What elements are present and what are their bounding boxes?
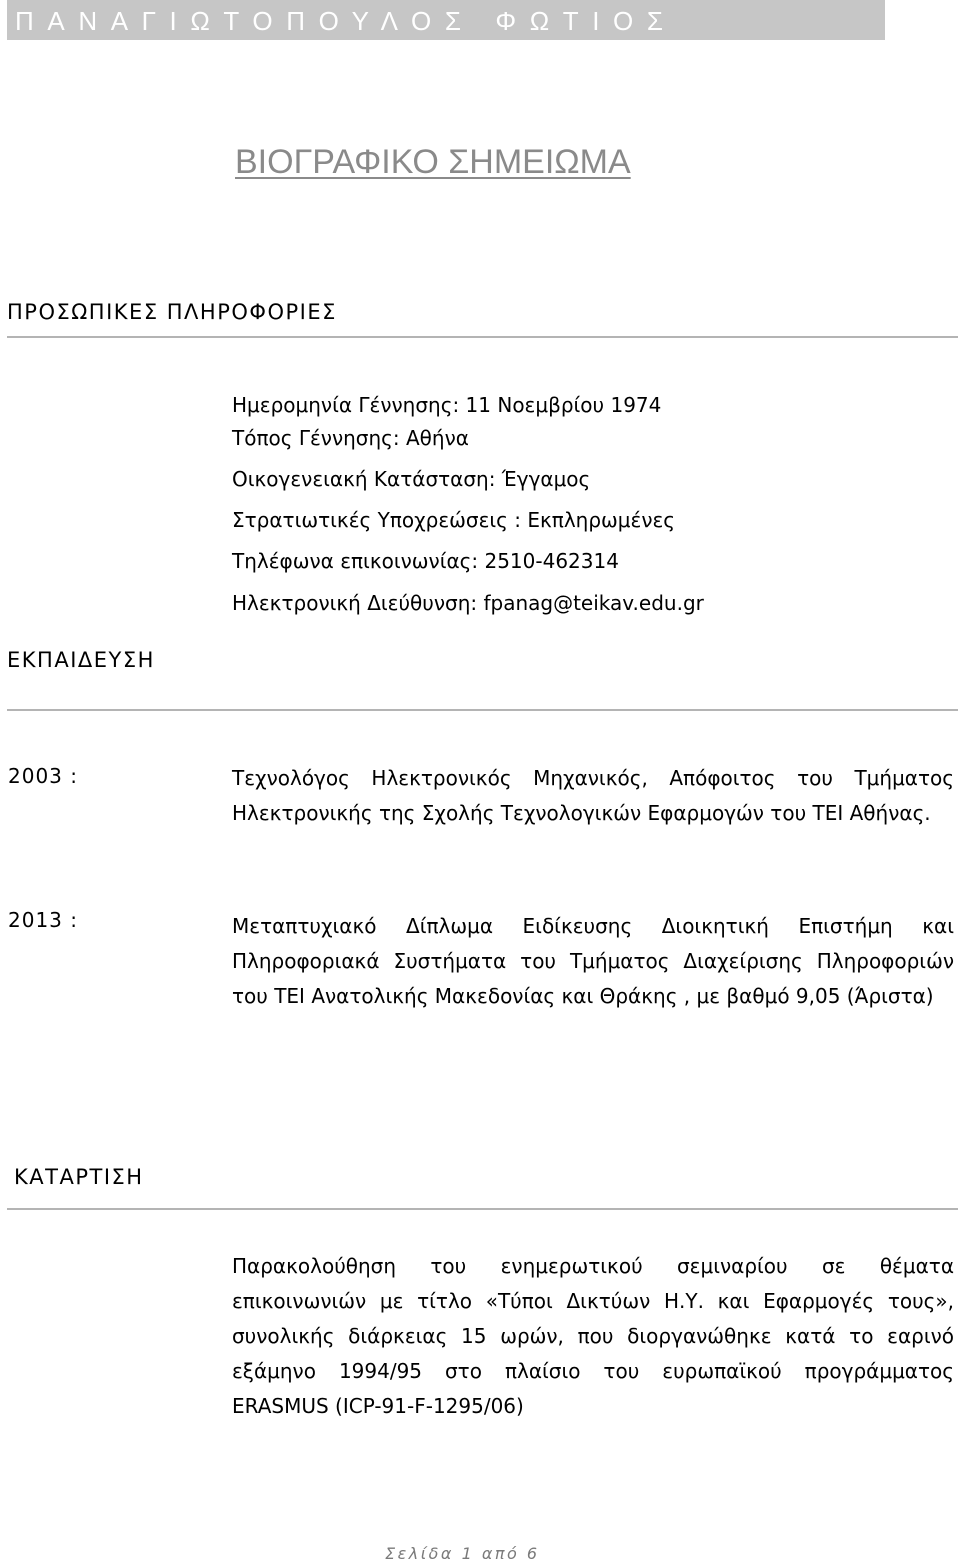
section-divider-education <box>7 709 958 711</box>
education-text: Μεταπτυχιακό Δίπλωμα Ειδίκευσης Διοικητική Επιστήμη και Πληροφοριακά Συστήματα του Τμήματος Διαχείρισης Πληροφοριών του ΤΕΙ Ανατολικής Μακεδονίας και Θράκης , με βαθμό 9,05 (Άριστα) <box>232 914 954 1008</box>
personal-info-line: Ημερομηνία Γέννησης: 11 Νοεμβρίου 1974 <box>232 393 662 417</box>
document-title: ΒΙΟΓΡΑΦΙΚΟ ΣΗΜΕΙΩΜΑ <box>235 143 631 181</box>
page-number: Σελίδα 1 από 6 <box>385 1544 540 1563</box>
education-description <box>232 761 954 831</box>
personal-info-line: Τηλέφωνα επικοινωνίας: 2510-462314 <box>232 549 619 573</box>
section-heading-education: ΕΚΠΑΙΔΕΥΣΗ <box>7 648 155 672</box>
section-divider-training <box>7 1208 958 1210</box>
education-description <box>232 909 954 1014</box>
personal-info-line: Οικογενειακή Κατάσταση: Έγγαμος <box>232 467 591 491</box>
education-year: 2013 : <box>8 908 78 932</box>
education-text: Τεχνολόγος Ηλεκτρονικός Μηχανικός, Απόφοιτος του Τμήματος Ηλεκτρονικής της Σχολής Τεχνολογικών Εφαρμογών του ΤΕΙ Αθήνας. <box>232 766 954 825</box>
training-text: Παρακολούθηση του ενημερωτικού σεμιναρίου σε θέματα επικοινωνιών με τίτλο «Τύποι Δικτύων Η.Υ. και Εφαρμογές τους», συνολικής διάρκειας 15 ωρών, που διοργανώθηκε κατά το εαρινό εξάμηνο 1994/95 στο πλαίσιο του ευρωπαϊκού προγράμματος ERASMUS (ICP-91-F-1295/06) <box>232 1254 954 1418</box>
section-heading-personal: ΠΡΟΣΩΠΙΚΕΣ ΠΛΗΡΟΦΟΡΙΕΣ <box>7 300 337 324</box>
header-name: ΠΑΝΑΓΙΩΤΟΠΟΥΛΟΣ ΦΩΤΙΟΣ <box>15 6 677 36</box>
personal-info-line: Τόπος Γέννησης: Αθήνα <box>232 426 469 450</box>
section-divider-personal <box>7 336 958 338</box>
personal-info-line: Ηλεκτρονική Διεύθυνση: fpanag@teikav.edu.gr <box>232 591 704 615</box>
header-bar <box>7 0 885 40</box>
section-heading-training: ΚΑΤΑΡΤΙΣΗ <box>14 1165 144 1189</box>
education-year: 2003 : <box>8 764 78 788</box>
personal-info-line: Στρατιωτικές Υποχρεώσεις : Εκπληρωμένες <box>232 508 676 532</box>
training-description <box>232 1249 954 1424</box>
